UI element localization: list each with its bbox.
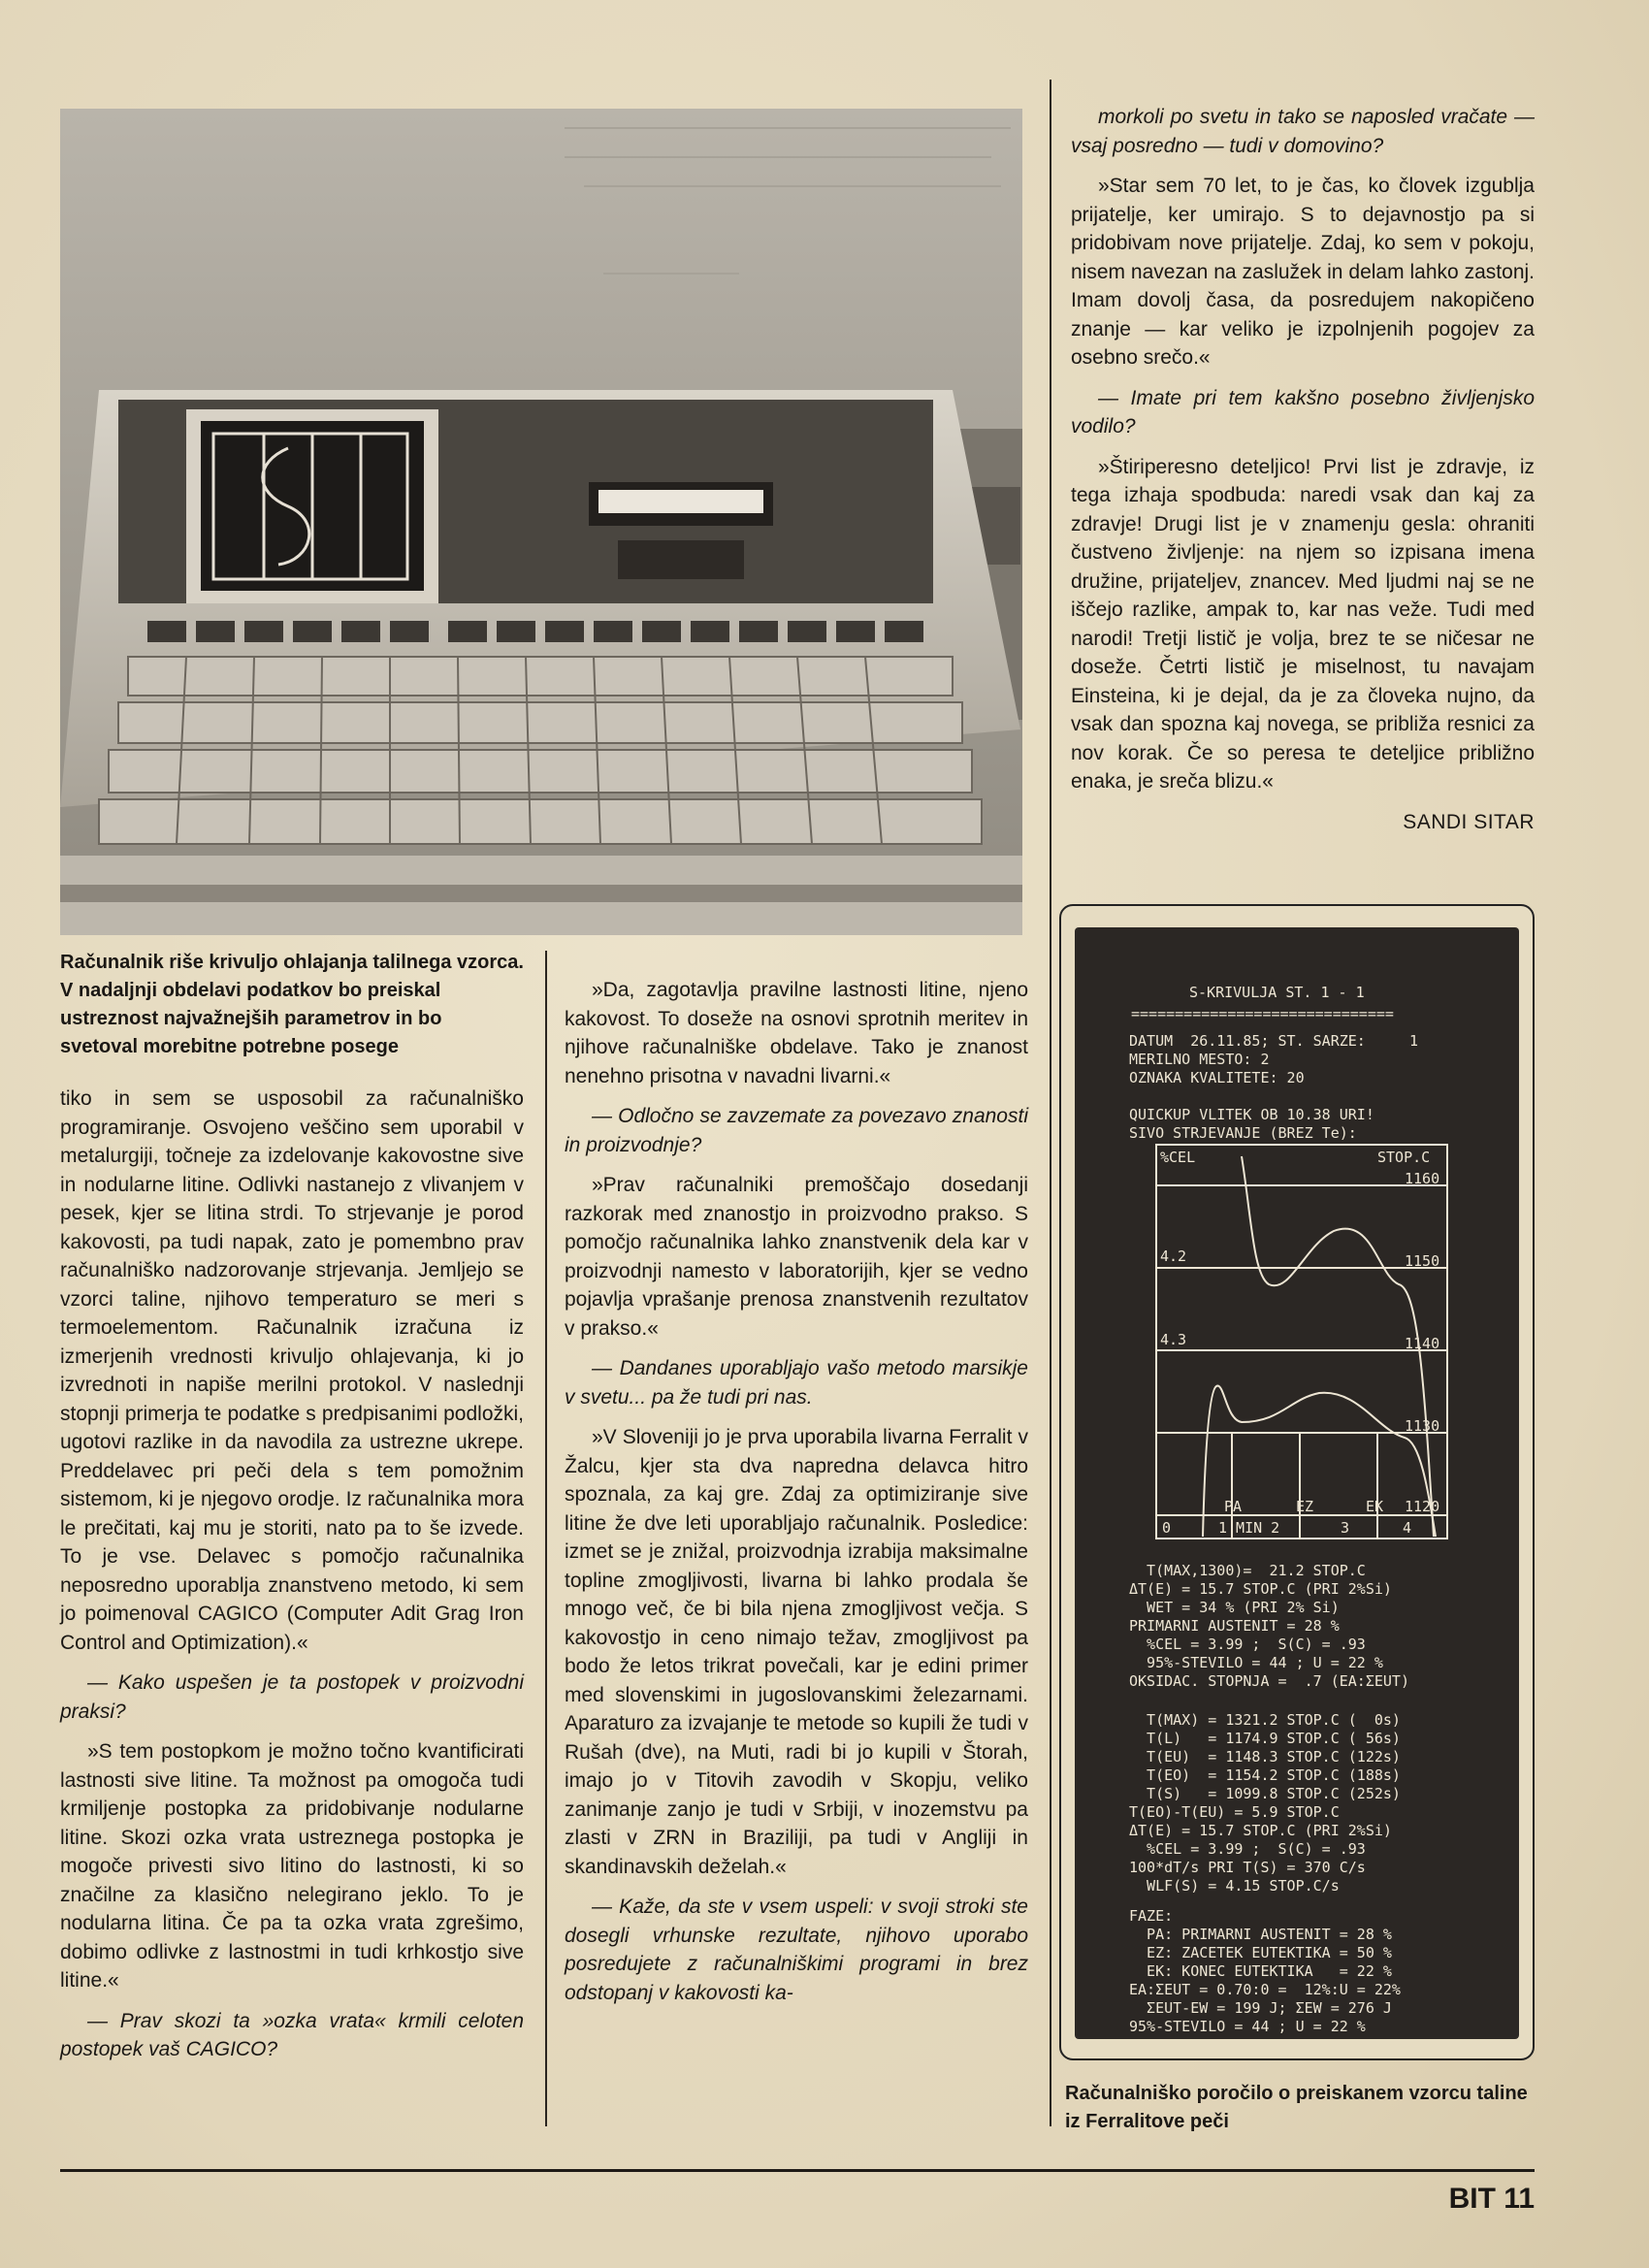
chart-label-pa: PA (1224, 1498, 1243, 1515)
printout-screen (1075, 927, 1519, 2039)
chart-label-ek: EK (1366, 1498, 1384, 1515)
author-signature: SANDI SITAR (1403, 810, 1535, 833)
printout-line: OKSIDAC. STOPNJA = .7 (EA:ΣEUT) (1129, 1672, 1409, 1690)
printout-line: T(S) = 1099.8 STOP.C (252s) (1129, 1785, 1401, 1802)
printout-line: ΔT(E) = 15.7 STOP.C (PRI 2%Si) (1129, 1580, 1392, 1598)
printout-line: MERILNO MESTO: 2 (1129, 1051, 1270, 1068)
paragraph: morkoli po svetu in tako se naposled vračate — vsaj posredno — tudi v domovino? (1071, 106, 1535, 157)
paragraph: »Star sem 70 let, to je čas, ko človek izgublja prijatelje, ker umirajo. S to dejavnostjo pa si pridobivam nove prijatelje. Zdaj, ko sem v pokoju, nisem navezan na zaslužek in delam lahko zastonj. Imam dovolj časa, da posredujem nakopičeno znanje — kar veliko je izpolnjenih pogojev za osebno srečo.« (1071, 175, 1535, 369)
computer-printout (1059, 904, 1535, 2060)
photo-caption: Računalnik riše krivuljo ohlajanja talilnega vzorca. V nadaljnji obdelavi podatkov bo preiskal ustreznost najvažnejših parametrov in bo svetoval morebitne potrebne posege (60, 952, 524, 1057)
article-column-3 (1071, 103, 1535, 848)
printout-line: PA: PRIMARNI AUSTENIT = 28 % (1129, 1926, 1392, 1943)
paragraph: »V Sloveniji jo je prva uporabila livarna Ferralit v Žalcu, kjer sta dva napredna delavca hitro spoznala, za kaj gre. Zdaj za optimiziranje sive litine že dve leti uporabljajo računalnik. Posledice: izmet se je znižal, proizvodnja izrabija maksimalne topline zmogljivosti, livarna bi lahko prodala še mnogo več, če bi bila njena zmogljivost večja. S kakovostjo in ceno nimajo težav, zmogljivost pa bodo že letos trikrat povečali, kar je edini primer med slovenskimi in jugoslovanskimi železarnami. Aparaturo za izvajanje te metode so kupili že tudi v Rušah (dve), na Muti, radi bi jo kupili v Štorah, imajo jo v Titovih zavodih v Skopju, veliko zanimanje zanjo je tudi v Srbiji, v inozemstvu pa zlasti v ZRN in Braziliji, pa tudi v Angliji in skandinavskih deželah.« (565, 1426, 1028, 1878)
chart-tick-1160: 1160 (1405, 1170, 1440, 1187)
printout-line: %CEL = 3.99 ; S(C) = .93 (1129, 1840, 1366, 1858)
printout-line: WET = 34 % (PRI 2% Si) (1129, 1599, 1340, 1616)
printout-line: EZ: ZACETEK EUTEKTIKA = 50 % (1129, 1944, 1392, 1961)
printout-block-3 (1129, 1907, 1401, 2036)
computer-illustration (60, 109, 1022, 935)
printout-line: 95%-STEVILO = 44 ; U = 22 % (1129, 1654, 1383, 1671)
paragraph: »Da, zagotavlja pravilne lastnosti litine, njeno kakovost. To doseže na osnovi sprotnih meritev in njihove računalniške obdelave. Tako je znanost nenehno prisotna v navadni livarni.« (565, 979, 1028, 1087)
article-column-1 (60, 1085, 524, 2076)
chart-tick-1150: 1150 (1405, 1252, 1440, 1270)
chart-tick-1120: 1120 (1405, 1498, 1440, 1515)
paragraph: »Prav računalniki premoščajo dosedanji razkorak med znanostjo in proizvodno prakso. S pomočjo računalnika lahko znanstvenik dela kar v proizvodnji namesto v laboratorijih, kjer se vedno pojavlja vprašanje prenosa znanstvenih rezultatov v prakso.« (565, 1174, 1028, 1340)
chart-label-cel: %CEL (1160, 1149, 1196, 1166)
chart-label-43: 4.3 (1160, 1331, 1187, 1348)
printout-line: ΣEUT-EW = 199 J; ΣEW = 276 J (1129, 1999, 1392, 2017)
printout-line: 100*dT/s PRI T(S) = 370 C/s (1129, 1859, 1366, 1876)
paragraph: — Kako uspešen je ta postopek v proizvodni praksi? (60, 1671, 524, 1723)
paragraph: — Prav skozi ta »ozka vrata« krmili celoten postopek vaš CAGICO? (60, 2009, 524, 2060)
article-column-2 (565, 976, 1028, 2019)
printout-line: T(MAX) = 1321.2 STOP.C ( 0s) (1129, 1711, 1401, 1729)
printout-line: DATUM 26.11.85; ST. SARZE: 1 (1129, 1032, 1419, 1050)
printout-line: QUICKUP VLITEK OB 10.38 URI! (1129, 1106, 1374, 1123)
printout-line: ΔT(E) = 15.7 STOP.C (PRI 2%Si) (1129, 1822, 1392, 1839)
footer-rule (60, 2169, 1535, 2172)
chart-frame (1156, 1145, 1447, 1539)
printout-line: WLF(S) = 4.15 STOP.C/s (1129, 1877, 1340, 1895)
printout-line: SIVO STRJEVANJE (BREZ Te): (1129, 1124, 1357, 1142)
page-folio: BIT 11 (1448, 2183, 1535, 2215)
column-rule-right (1050, 80, 1051, 2126)
paragraph: — Imate pri tem kakšno posebno življenjsko vodilo? (1071, 386, 1535, 437)
chart-label-stopc: STOP.C (1377, 1149, 1431, 1166)
printout-block-1 (1129, 1562, 1409, 1691)
column-rule-middle (545, 951, 547, 2126)
printout-line: FAZE: (1129, 1907, 1174, 1925)
chart-x-0: 0 (1162, 1519, 1172, 1537)
printout-rule: ============================== (1131, 1005, 1394, 1022)
chart-tick-1130: 1130 (1405, 1417, 1440, 1435)
chart-x-4: 4 (1403, 1519, 1412, 1537)
printout-caption: Računalniško poročilo o preiskanem vzorcu taline iz Ferralitove peči (1065, 2083, 1528, 2132)
paragraph: — Dandanes uporabljajo vašo metodo marsikje v svetu... pa že tudi pri nas. (565, 1357, 1028, 1409)
printout-line: T(EU) = 1148.3 STOP.C (122s) (1129, 1748, 1401, 1766)
paragraph: »Štiriperesno deteljico! Prvi list je zdravje, iz tega izhaja spodbuda: naredi vsak dan kaj za zdravje! Drugi list je v znamenju gesla: ohraniti čustveno življenje: na njem so izpisana imena družine, prijateljev, znancev. Med ljudmi naj se ne iščejo razlike, ampak to, kar nas veže. Tudi med narodi! Tretji listič je volja, brez te se ničesar ne doseže. Četrti listič je miselnost, tu navajam Einsteina, ki je dejal, da je za človeka nujno, da vsak dan spozna kaj novega, se približa resnici za nov korak. Če so peresa te deteljice približno enaka, je sreča blizu.« (1071, 455, 1535, 793)
printout-line: EA:ΣEUT = 0.70:0 = 12%:U = 22% (1129, 1981, 1401, 1998)
printout-line: T(EO)-T(EU) = 5.9 STOP.C (1129, 1803, 1340, 1821)
printout-line: T(MAX,1300)= 21.2 STOP.C (1129, 1562, 1366, 1579)
chart-label-42: 4.2 (1160, 1247, 1187, 1265)
printout-line (1129, 1087, 1418, 1106)
printout-line: 95%-STEVILO = 44 ; U = 22 % (1129, 2018, 1366, 2035)
printout-block-2 (1129, 1711, 1401, 1895)
printout-title: S-KRIVULJA ST. 1 - 1 (1189, 984, 1365, 1001)
paragraph: — Kaže, da ste v vsem uspeli: v svoji stroki ste dosegli vrhunske rezultate, njihovo uporabo posredujete z računalniškimi programi in brez odstopanj v kakovosti ka- (565, 1895, 1028, 2004)
printout-line: T(EO) = 1154.2 STOP.C (188s) (1129, 1766, 1401, 1784)
printout-line: OZNAKA KVALITETE: 20 (1129, 1069, 1305, 1086)
paragraph: »S tem postopkom je možno točno kvantificirati lastnosti sive litine. Ta možnost pa omogoča tudi krmiljenje postopka za pridobivanje nodularne litine. Skozi ozka vrata ustreznega postopka je mogoče privesti sivo litino do lastnosti, ki so značilne za klasično nelegirano jeklo. To je nodularna litina. Če pa ta ozka vrata zgrešimo, dobimo odlivke z lastnostmi in tudi krhkostjo sive litine.« (60, 1740, 524, 1992)
chart-tick-1140: 1140 (1405, 1335, 1440, 1352)
printout-line: T(L) = 1174.9 STOP.C ( 56s) (1129, 1730, 1401, 1747)
chart-label-ez: EZ (1296, 1498, 1314, 1515)
paragraph: tiko in sem se usposobil za računalniško programiranje. Osvojeno veščino sem uporabil v metalurgiji, točneje za izdelovanje kakovostne sive in nodularne litine. Odlivki nastanejo z vlivanjem v pesek, kjer se litina strdi. To strjevanje je porod kakovosti, pa tudi napak, zato je pomembno prav računalniško nadzorovanje strjevanja. Jemljejo se vzorci taline, njihovo temperaturo se meri s termoelementom. Računalnik izračuna iz izmerjenih vrednosti krivuljo ohlajevanja, ki jo izvrednoti in napiše merilni protokol. V naslednji stopnji primerja te podatke s predpisanimi podložki, ugotovi razlike in da navodila za ustrezne ukrepe. Preddelavec pri peči dela s tem pomožnim sistemom, ki je njegovo orodje. Iz računalnika mora le prečitati, kaj mu je storiti, nato pa to še izvede. To je vse. Delavec s pomočjo računalnika neposredno uporablja znanstveno metodo, ki sem jo poimenoval CAGICO (Computer Adit Grag Iron Control and Optimization).« (60, 1087, 524, 1654)
computer-photo (60, 109, 1022, 935)
printout-line: %CEL = 3.99 ; S(C) = .93 (1129, 1636, 1366, 1653)
printout-line: EK: KONEC EUTEKTIKA = 22 % (1129, 1962, 1392, 1980)
printout-line: PRIMARNI AUSTENIT = 28 % (1129, 1617, 1340, 1635)
chart-x-3: 3 (1341, 1519, 1350, 1537)
chart-x-1: 1 MIN 2 (1218, 1519, 1280, 1537)
paragraph: — Odločno se zavzemate za povezavo znanosti in proizvodnje? (565, 1105, 1028, 1156)
printout-header (1129, 1032, 1418, 1143)
